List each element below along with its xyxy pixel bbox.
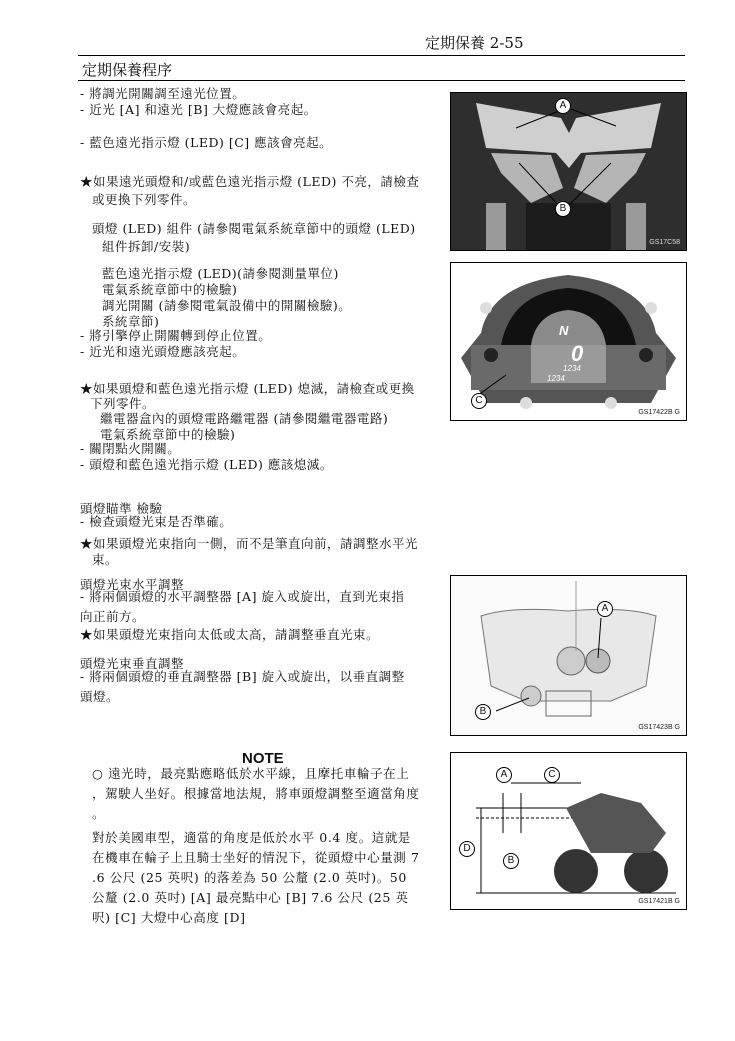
subheading: 頭燈光束垂直調整 [80,656,185,671]
note-line: .6 公尺 (25 英呎) 的落差為 50 公釐 (2.0 英吋)。50 [92,870,407,885]
page-header [425,32,524,53]
note-line: 公釐 (2.0 英吋) [A] 最亮點中心 [B] 7.6 公尺 (25 英 [92,890,409,905]
odo-display: 1234 [563,364,581,373]
step: - 近光和遠光頭燈應該亮起。 [80,344,246,359]
callout-label: A [496,767,512,783]
subheading: 頭燈光束水平調整 [80,577,185,592]
headlight-figure [450,92,687,251]
section-rule [78,80,685,81]
note-line: 呎) [C] 大燈中心高度 [D] [92,910,246,925]
callout-label: B [555,201,571,217]
condition: ★如果頭燈和藍色遠光指示燈 (LED) 熄滅，請檢查或更換 [80,381,415,396]
condition: ★如果頭燈光束指向一側，而不是筆直向前，請調整水平光 [80,536,419,551]
step: - 將兩個頭燈的垂直調整器 [B] 旋入或旋出，以垂直調整 [80,669,405,684]
meter-figure [450,262,687,421]
note-line: 對於美國車型，適當的角度是低於水平 0.4 度。這就是 [92,830,412,845]
callout-label: C [471,393,487,409]
aiming-figure [450,752,687,910]
speed-display: 0 [571,341,584,366]
part-item: 調光開關 (請參閱電氣設備中的開關檢驗)。 [102,298,352,313]
callout-label: A [555,98,571,114]
callout-label: C [544,767,560,783]
condition: 束。 [92,552,119,567]
step: - 近光 [A] 和遠光 [B] 大燈應該會亮起。 [80,102,317,117]
figure-code: GS17421B G [638,898,680,905]
figure-code: GS17C58 [649,239,680,246]
step: - 頭燈和藍色遠光指示燈 (LED) 應該熄滅。 [80,457,333,472]
note-line: 在機車在輪子上且騎士坐好的情況下，從頭燈中心量測 7 [92,850,420,865]
page-number: 2-55 [489,34,524,52]
subheading: 頭燈瞄準 檢驗 [80,501,163,516]
note-line: ，駕駛人坐好。根據當地法規，將車頭燈調整至適當角度 [92,786,420,801]
step: - 將引擎停止開關轉到停止位置。 [80,328,272,343]
callout-label: B [503,853,519,869]
condition: ★如果頭燈光束指向太低或太高，請調整垂直光束。 [80,627,380,642]
part-item: 頭燈 (LED) 組件 (請參閱電氣系統章節中的頭燈 (LED) [92,221,416,236]
gear-indicator: N [559,323,569,338]
step: - 將兩個頭燈的水平調整器 [A] 旋入或旋出，直到光束指 [80,589,405,604]
part-item: 藍色遠光指示燈 (LED)(請參閱測量單位) [102,266,339,281]
header-rule [78,55,685,56]
trip-display: 1234 [547,374,565,383]
part-item: 電氣系統章節中的檢驗) [100,427,236,442]
part-item: 系統章節) [102,314,160,329]
step: - 關閉點火開關。 [80,441,181,456]
adjuster-figure [450,575,687,736]
callout-label: D [459,841,475,857]
callout-label: B [475,704,491,720]
part-item: 組件拆卸/安裝) [102,239,191,254]
figure-code: GS17423B G [638,724,680,731]
part-item: 電氣系統章節中的檢驗) [102,282,238,297]
section-title: 定期保養程序 [82,61,173,79]
condition: 或更換下列零件。 [92,192,197,207]
note-title: NOTE [242,750,284,767]
step: 頭燈。 [80,689,120,704]
step: 向正前方。 [80,609,146,624]
header-section: 定期保養 [425,34,486,52]
note-line: ○ 遠光時，最亮點應略低於水平線，且摩托車輪子在上 [92,766,410,781]
callout-label: A [597,601,613,617]
figure-code: GS17422B G [638,409,680,416]
condition: ★如果遠光頭燈和/或藍色遠光指示燈 (LED) 不亮，請檢查 [80,174,420,189]
step: - 檢查頭燈光束是否準確。 [80,514,233,529]
step: - 將調光開關調至遠光位置。 [80,86,246,101]
condition: 下列零件。 [90,396,156,411]
step: - 藍色遠光指示燈 (LED) [C] 應該會亮起。 [80,135,333,150]
part-item: 繼電器盒內的頭燈電路繼電器 (請參閱繼電器電路) [100,411,389,426]
note-line: 。 [92,806,106,821]
